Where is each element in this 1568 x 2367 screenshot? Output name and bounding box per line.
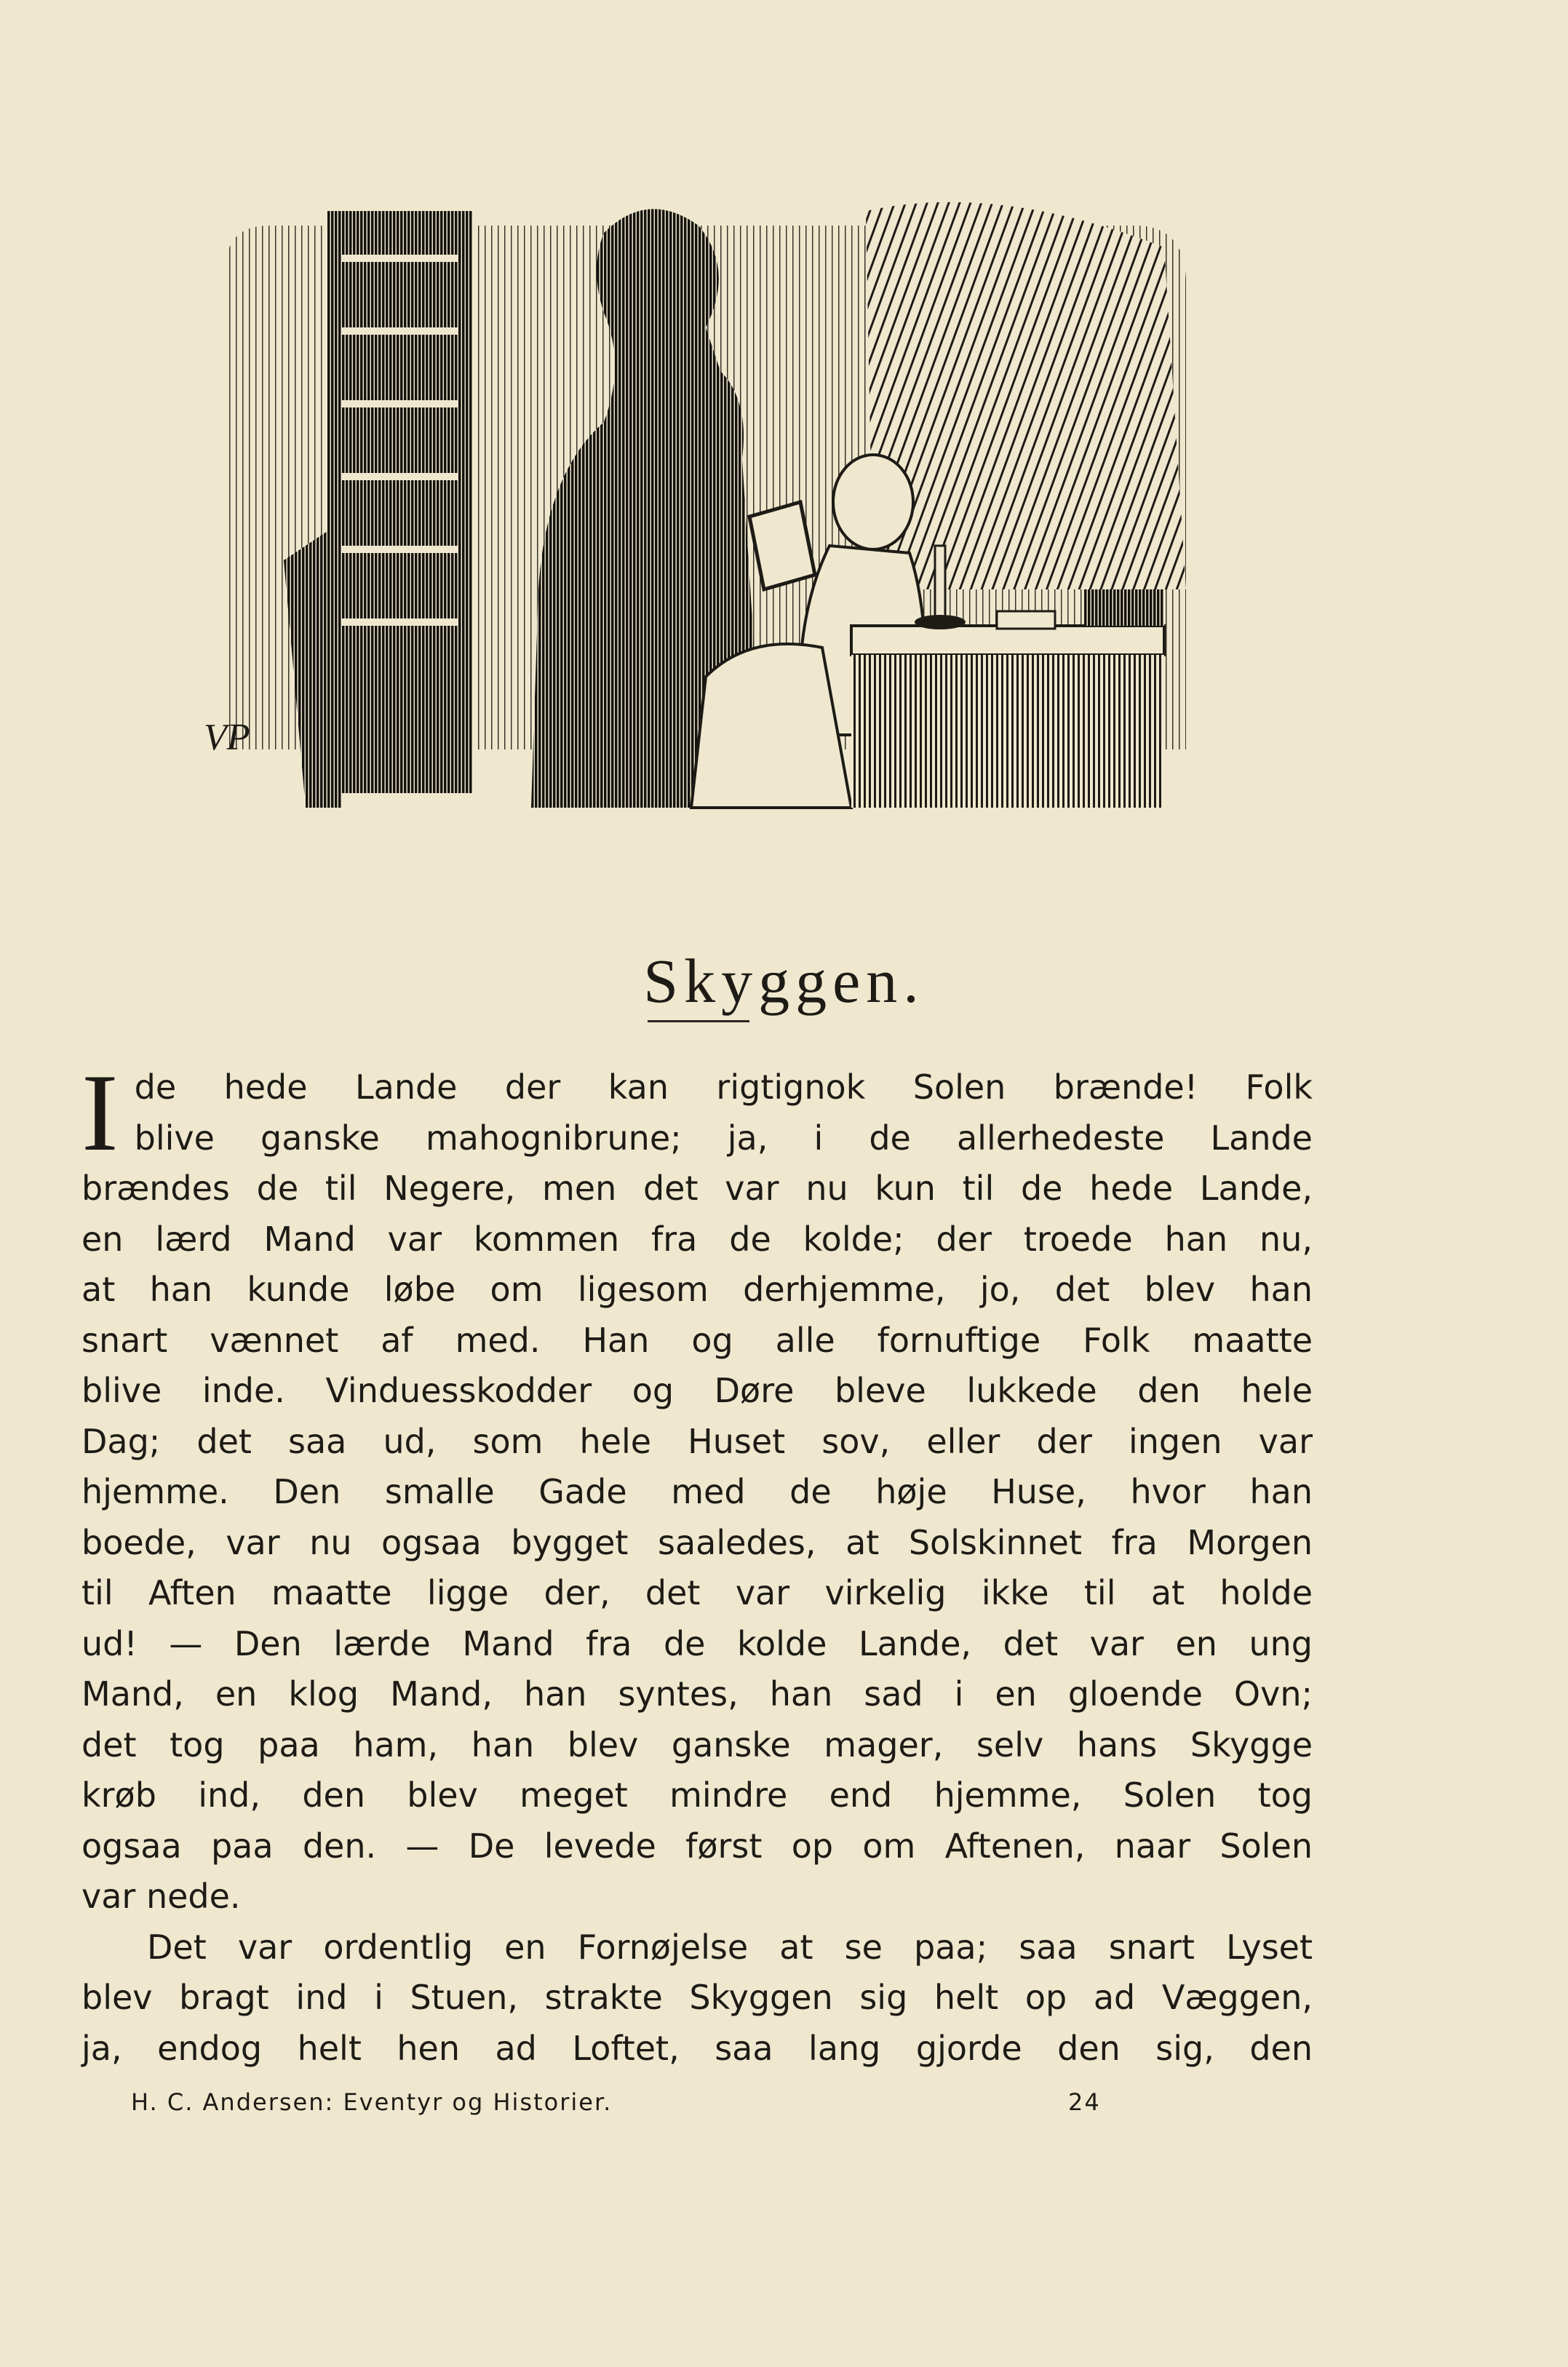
engraving-illustration <box>196 182 1208 815</box>
chapter-title: Skyggen. <box>643 945 925 1016</box>
text-line: det tog paa ham, han blev ganske mager, selv hans Skygge <box>81 1724 1313 1765</box>
paragraph-1 <box>81 1051 1313 1922</box>
text-line: ogsaa paa den. — De levede først op om Aftenen, naar Solen <box>81 1826 1313 1866</box>
footer-signature: H. C. Andersen: Eventyr og Historier. <box>131 2088 613 2116</box>
text-line: Det var ordentlig en Fornøjelse at se paa; saa snart Lyset <box>147 1927 1313 1967</box>
text-line: Dag; det saa ud, som hele Huset sov, eller der ingen var <box>81 1421 1313 1461</box>
text-line: snart vænnet af med. Han og alle fornuftige Folk maatte <box>81 1320 1313 1360</box>
text-line: Mand, en klog Mand, han syntes, han sad i en gloende Ovn; <box>81 1674 1313 1714</box>
scholar-shadow-engraving <box>196 182 1208 815</box>
drop-cap: I <box>81 1051 119 1174</box>
text-line: at han kunde løbe om ligesom derhjemme, jo, det blev han <box>81 1270 1313 1309</box>
body-text <box>81 1051 1313 2074</box>
text-line: de hede Lande der kan rigtignok Solen brænde! Folk <box>134 1067 1313 1107</box>
title-divider <box>648 1020 749 1022</box>
text-line: var nede. <box>81 1877 241 1916</box>
page-number: 24 <box>1068 2088 1101 2116</box>
page-footer <box>131 2088 1150 2116</box>
text-line: brændes de til Negere, men det var nu kun til de hede Lande, <box>81 1169 1313 1208</box>
text-line: blive ganske mahognibrune; ja, i de allerhedeste Lande <box>134 1118 1313 1158</box>
illustrator-monogram: VP <box>204 717 250 758</box>
text-line: boede, var nu ogsaa bygget saaledes, at Solskinnet fra Morgen <box>81 1522 1313 1562</box>
paragraph-2 <box>81 1922 1313 2074</box>
text-line: krøb ind, den blev meget mindre end hjemme, Solen tog <box>81 1775 1313 1815</box>
text-line: ud! — Den lærde Mand fra de kolde Lande, det var en ung <box>81 1623 1313 1663</box>
text-line: blev bragt ind i Stuen, strakte Skyggen sig helt op ad Væggen, <box>81 1978 1313 2017</box>
text-line: hjemme. Den smalle Gade med de høje Huse, hvor han <box>81 1472 1313 1511</box>
text-line: en lærd Mand var kommen fra de kolde; der troede han nu, <box>81 1219 1313 1259</box>
text-line: blive inde. Vinduesskodder og Døre bleve lukkede den hele <box>81 1371 1313 1410</box>
text-line: ja, endog helt hen ad Loftet, saa lang gjorde den sig, den <box>81 2028 1313 2068</box>
text-line: til Aften maatte ligge der, det var virkelig ikke til at holde <box>81 1573 1313 1612</box>
